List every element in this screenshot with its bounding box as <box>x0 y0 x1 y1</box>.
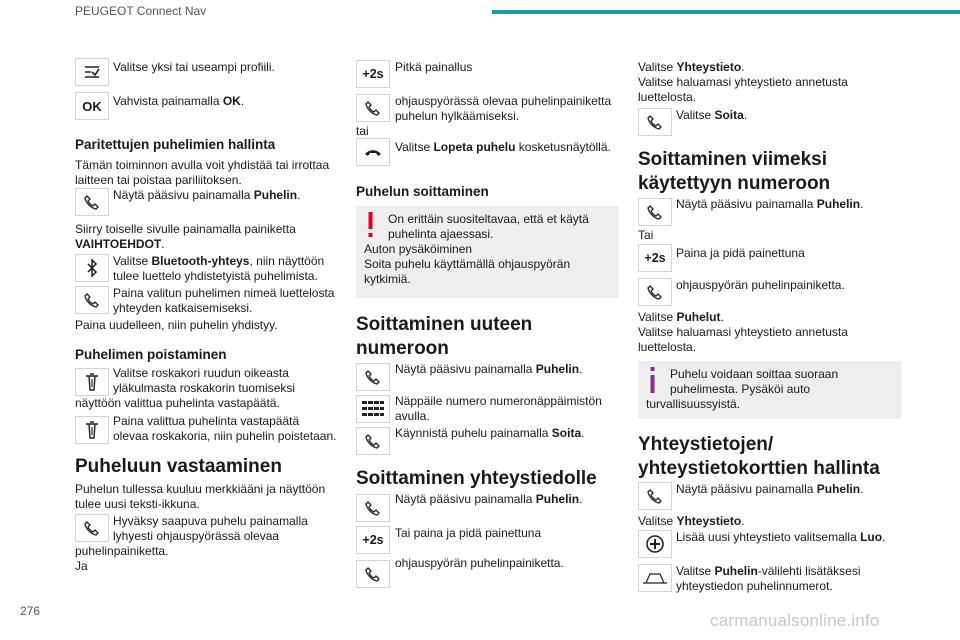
step-create-contact: Lisää uusi yhteystieto valitsemalla Luo. <box>676 530 886 544</box>
step-show-trash-cont: näyttöön valittua puhelinta vastapäätä. <box>75 396 280 410</box>
trash-icon <box>75 416 109 444</box>
phone-handset-icon <box>75 188 109 216</box>
step-show-trash: Valitse roskakori ruudun oikeasta yläkulmasta roskakorin tuomiseksi <box>113 366 296 395</box>
plus-circle-icon <box>638 530 672 558</box>
page-number: 276 <box>20 604 41 618</box>
heading-answer-call: Puheluun vastaaminen <box>75 456 282 477</box>
step-bluetooth: Valitse Bluetooth-yhteys, niin näyttöön tulee luettelo yhdistetyistä puhelimista. <box>113 254 325 283</box>
step-start-call: Käynnistä puhelu painamalla Soita. <box>395 426 585 440</box>
paragraph-select-calls: Valitse Puhelut. Valitse haluamasi yhteystieto annetusta luettelosta. <box>638 310 848 354</box>
phone-handset-icon <box>356 494 390 522</box>
heading-make-call: Puhelun soittaminen <box>356 184 489 199</box>
checkbox-icon <box>75 58 109 86</box>
bluetooth-icon <box>75 254 109 282</box>
paragraph-switch-page: Siirry toiselle sivulle painamalla painiketta VAIHTOEHDOT. <box>75 222 296 251</box>
steering-long-press-icon: +2s <box>356 60 390 88</box>
paragraph-select-contact-2: Valitse Yhteystieto. <box>638 514 745 528</box>
text-or: tai <box>356 124 369 138</box>
step-end-call: Valitse Lopeta puhelu kosketusnäytöllä. <box>395 140 611 154</box>
phone-handset-icon <box>356 560 390 588</box>
step-steering-button-2: ohjauspyörän puhelinpainiketta. <box>676 278 845 292</box>
info-text-cont: turvallisuussyistä. <box>646 397 741 411</box>
watermark: carmanualsonline.info <box>710 611 880 630</box>
step-show-phone-page-5: Näytä pääsivu painamalla Puhelin. <box>676 482 864 496</box>
paragraph-paired-intro: Tämän toiminnon avulla voit yhdistää tai irrottaa laitteen tai poistaa pariliitoksen. <box>75 158 330 187</box>
phone-handset-icon <box>356 363 390 391</box>
step-press-hold-2: Paina ja pidä painettuna <box>676 246 805 260</box>
heading-call-new-number: Soittaminen uuteen numeroon <box>356 314 533 359</box>
step-confirm-ok: Vahvista painamalla OK. <box>113 94 245 108</box>
paragraph-select-contact: Valitse Yhteystieto. Valitse haluamasi yhteystieto annetusta luettelosta. <box>638 60 848 104</box>
heading-call-contact: Soittaminen yhteystiedolle <box>356 468 597 489</box>
step-accept-call: Hyväksy saapuva puhelu painamalla lyhyesti ohjauspyörässä olevaa <box>113 514 308 543</box>
heading-paired-phones: Paritettujen puhelimien hallinta <box>75 137 276 152</box>
step-enter-number: Näppäile numero numeronäppäimistön avulla. <box>395 394 602 423</box>
phone-handset-icon <box>75 286 109 314</box>
warning-text-cont: Auton pysäköiminen Soita puhelu käyttämällä ohjauspyörän kytkimiä. <box>364 242 571 286</box>
step-show-phone-page-3: Näytä pääsivu painamalla Puhelin. <box>395 492 583 506</box>
warning-exclamation-icon <box>368 212 373 238</box>
heading-manage-contacts: Yhteystietojen/ yhteystietokorttien hallinta <box>638 434 880 479</box>
step-call: Valitse Soita. <box>676 108 748 122</box>
heading-call-last-number: Soittaminen viimeksi käytettyyn numeroon <box>638 149 831 194</box>
step-show-phone-page-2: Näytä pääsivu painamalla Puhelin. <box>395 362 583 376</box>
phone-handset-icon <box>638 198 672 226</box>
info-note <box>638 361 901 419</box>
step-steering-button: ohjauspyörän puhelinpainiketta. <box>395 556 564 570</box>
steering-long-press-icon: +2s <box>356 526 390 554</box>
step-show-phone-page: Näytä pääsivu painamalla Puhelin. <box>113 188 301 202</box>
step-disconnect: Paina valitun puhelimen nimeä luettelosta yhteyden katkaisemiseksi. <box>113 286 335 315</box>
info-icon <box>650 367 655 393</box>
warning-text: On erittäin suositeltavaa, että et käytä puhelinta ajaessasi. <box>388 212 589 241</box>
step-press-hold: Tai paina ja pidä painettuna <box>395 526 542 540</box>
hang-up-icon <box>356 138 390 166</box>
step-show-phone-page-4: Näytä pääsivu painamalla Puhelin. <box>676 197 864 211</box>
trash-icon <box>75 368 109 396</box>
header-accent-bar <box>492 10 960 14</box>
steering-long-press-icon: +2s <box>638 244 672 272</box>
paragraph-answer-intro: Puhelun tullessa kuuluu merkkiääni ja näyttöön tulee uusi teksti-ikkuna. <box>75 482 326 511</box>
step-reject-call: ohjauspyörässä olevaa puhelinpainiketta puhelun hylkäämiseksi. <box>395 94 612 123</box>
step-delete-phone: Paina valittua puhelinta vastapäätä olevaa roskakoria, niin puhelin poistetaan. <box>113 414 337 443</box>
text-or-2: Tai <box>638 228 654 242</box>
ok-button-icon: OK <box>75 92 109 120</box>
warning-note <box>356 206 619 298</box>
heading-remove-phone: Puhelimen poistaminen <box>75 347 227 362</box>
phone-handset-icon <box>638 482 672 510</box>
step-long-press: Pitkä painallus <box>395 60 473 74</box>
info-text: Puhelu voidaan soittaa suoraan puhelimesta. Pysäköi auto <box>670 367 839 396</box>
step-accept-call-cont: puhelinpainiketta. Ja <box>75 544 169 573</box>
phone-handset-icon <box>356 427 390 455</box>
phone-handset-icon <box>356 94 390 122</box>
keypad-icon <box>356 395 390 423</box>
phone-handset-icon <box>638 108 672 136</box>
step-select-profile: Valitse yksi tai useampi profiili. <box>113 60 275 74</box>
phone-handset-icon <box>638 278 672 306</box>
phone-handset-icon <box>75 514 109 542</box>
paragraph-reconnect: Paina uudelleen, niin puhelin yhdistyy. <box>75 318 278 332</box>
step-phone-tab: Valitse Puhelin-välilehti lisätäksesi yhteystiedon puhelinnumerot. <box>676 564 861 593</box>
tab-icon <box>638 564 672 592</box>
document-header: PEUGEOT Connect Nav <box>75 4 207 18</box>
